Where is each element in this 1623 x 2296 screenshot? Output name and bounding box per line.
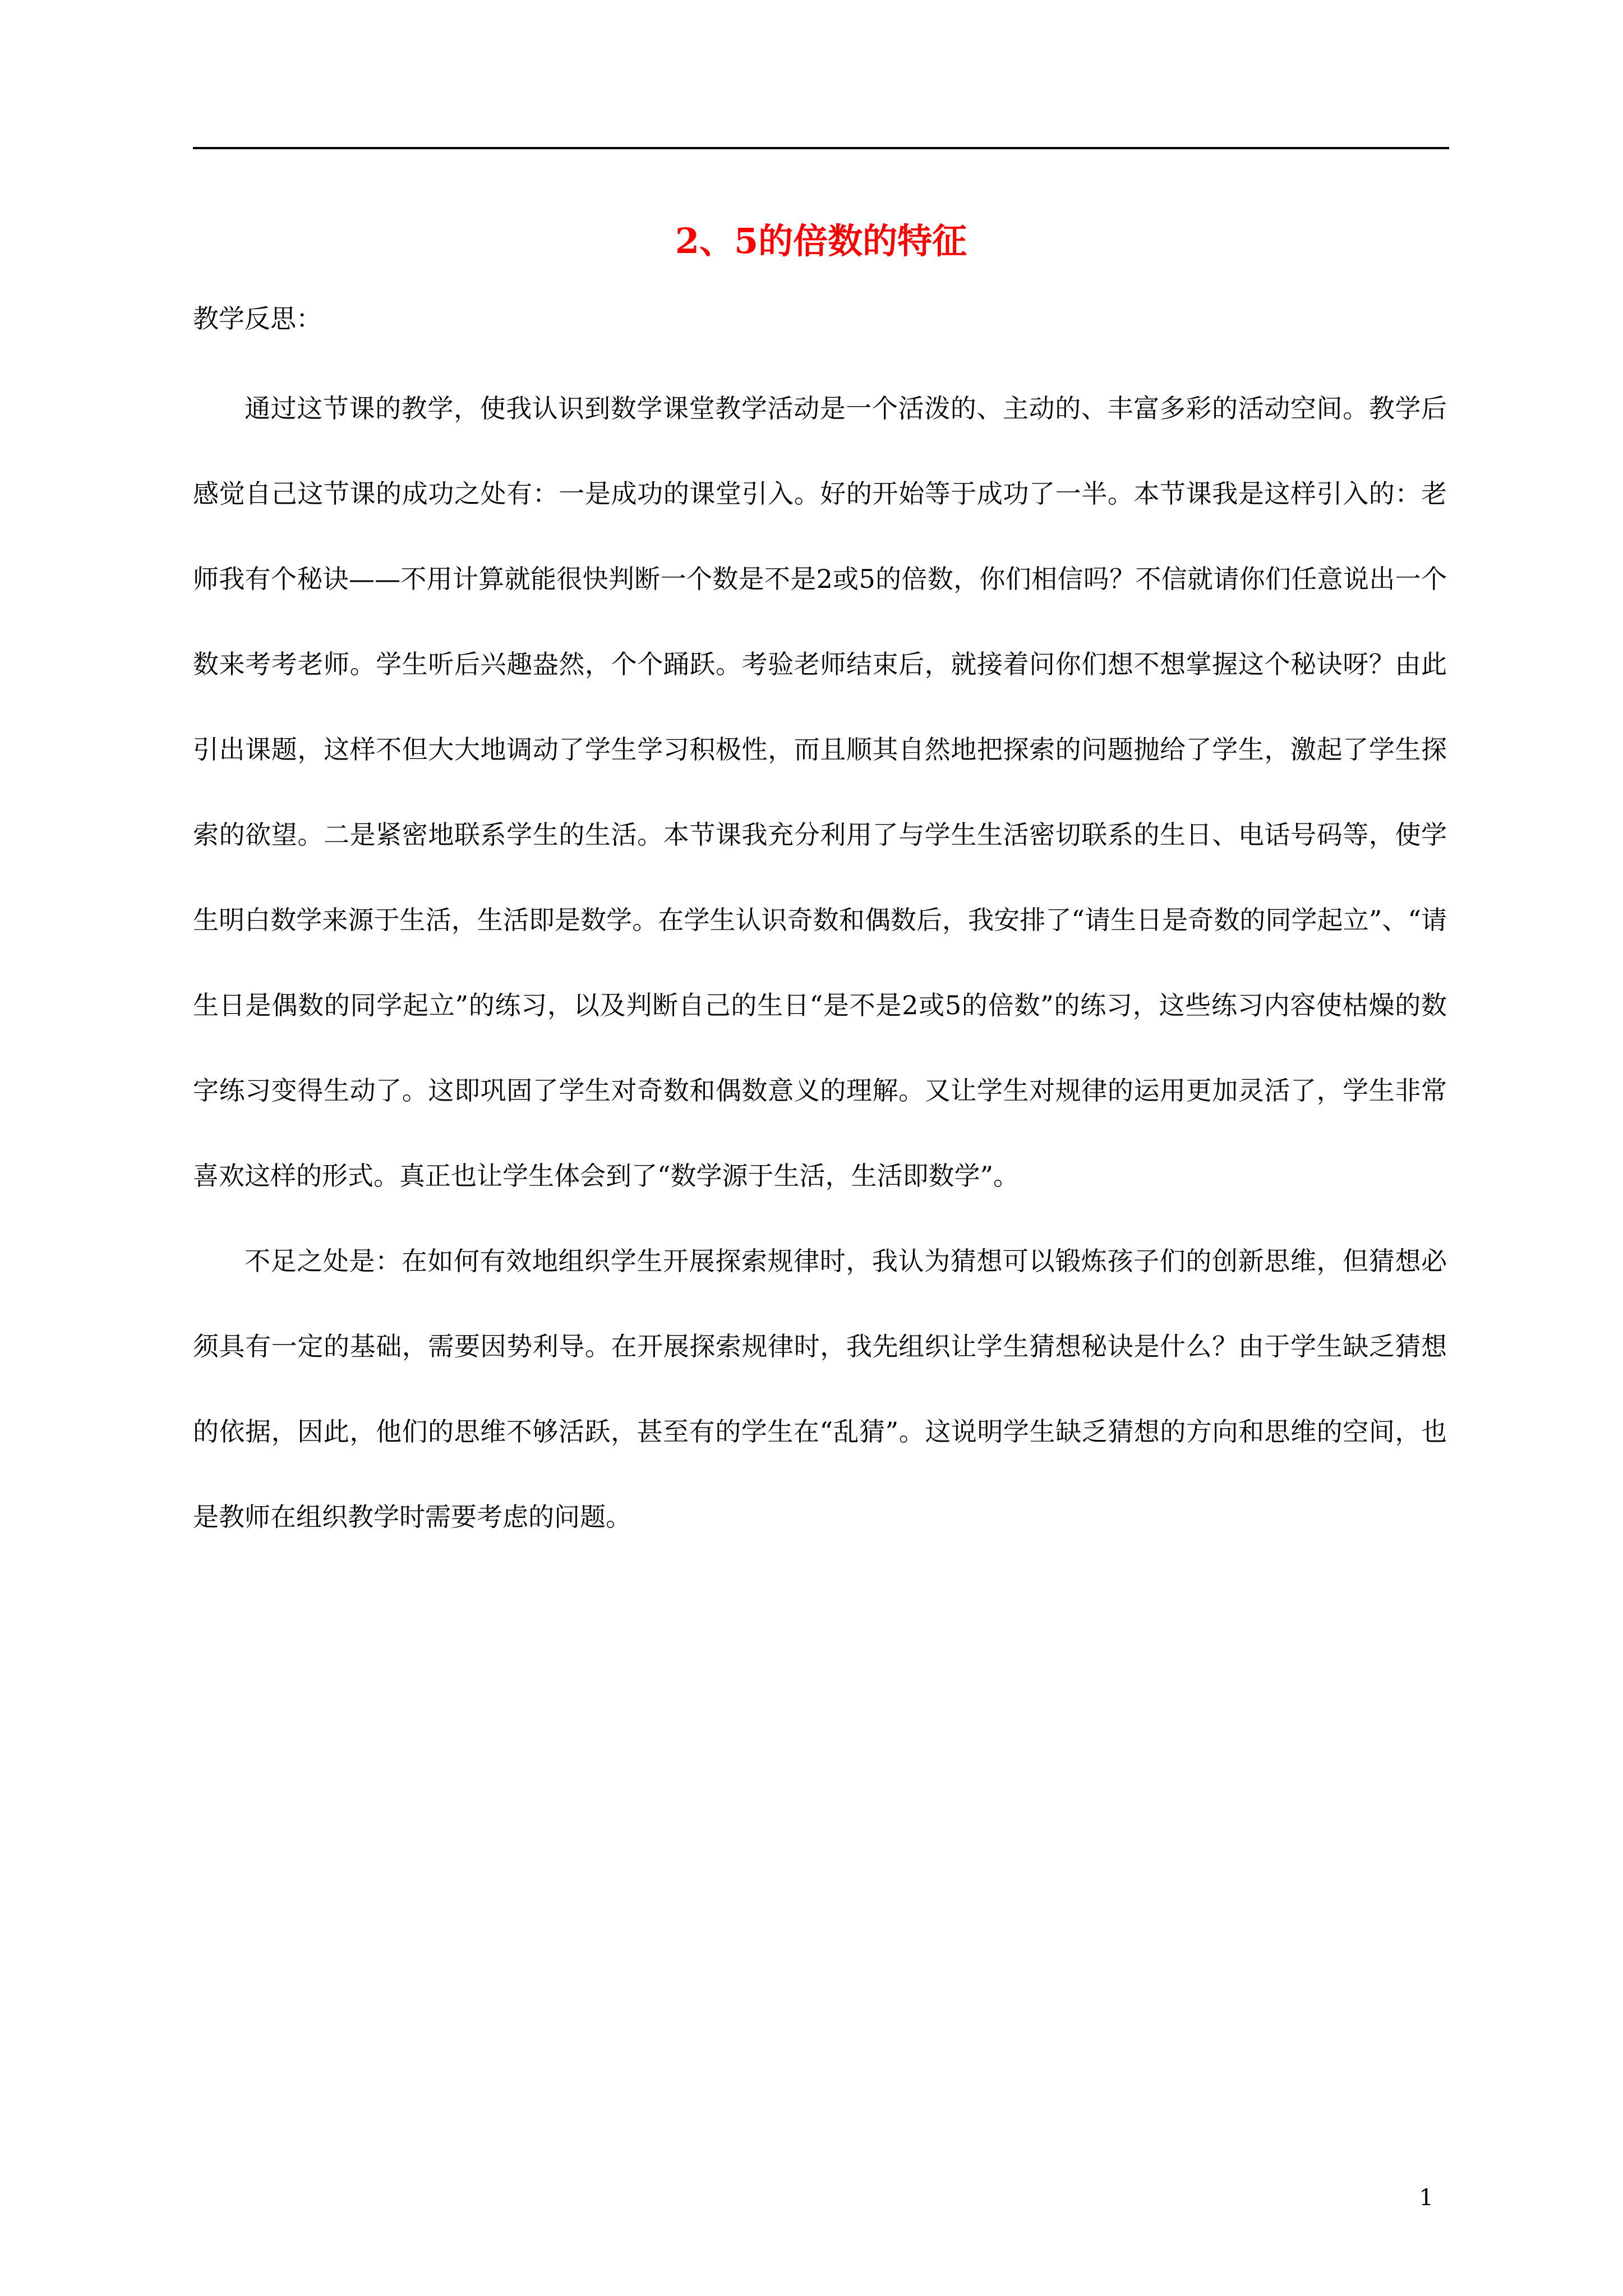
body-text bbox=[193, 366, 1447, 1559]
page-title: 2、5的倍数的特征 bbox=[675, 220, 967, 261]
paragraph-success: 通过这节课的教学，使我认识到数学课堂教学活动是一个活泼的、主动的、丰富多彩的活动空间。教学后感觉自己这节课的成功之处有：一是成功的课堂引入。好的开始等于成功了一半。本节课我是这样引入的：老师我有个秘诀——不用计算就能很快判断一个数是不是2或5的倍数，你们相信吗？不信就请你们任意说出一个数来考考老师。学生听后兴趣盎然，个个踊跃。考验老师结束后，就接着问你们想不想掌握这个秘诀呀？由此引出课题，这样不但大大地调动了学生学习积极性，而且顺其自然地把探索的问题抛给了学生，激起了学生探索的欲望。二是紧密地联系学生的生活。本节课我充分利用了与学生生活密切联系的生日、电话号码等，使学生明白数学来源于生活，生活即是数学。在学生认识奇数和偶数后，我安排了“请生日是奇数的同学起立”、“请生日是偶数的同学起立”的练习，以及判断自己的生日“是不是2或5的倍数”的练习，这些练习内容使枯燥的数字练习变得生动了。这即巩固了学生对奇数和偶数意义的理解。又让学生对规律的运用更加灵活了，学生非常喜欢这样的形式。真正也让学生体会到了“数学源于生活，生活即数学”。 bbox=[193, 393, 1447, 1191]
paragraph-shortcomings: 不足之处是：在如何有效地组织学生开展探索规律时，我认为猜想可以锻炼孩子们的创新思维，但猜想必须具有一定的基础，需要因势利导。在开展探索规律时，我先组织让学生猜想秘诀是什么？由于学生缺乏猜想的依据，因此，他们的思维不够活跃，甚至有的学生在“乱猜”。这说明学生缺乏猜想的方向和思维的空间，也是教师在组织教学时需要考虑的问题。 bbox=[193, 1246, 1447, 1532]
section-label: 教学反思： bbox=[193, 303, 322, 334]
page-number: 1 bbox=[1419, 2185, 1433, 2211]
header-rule bbox=[193, 147, 1449, 149]
